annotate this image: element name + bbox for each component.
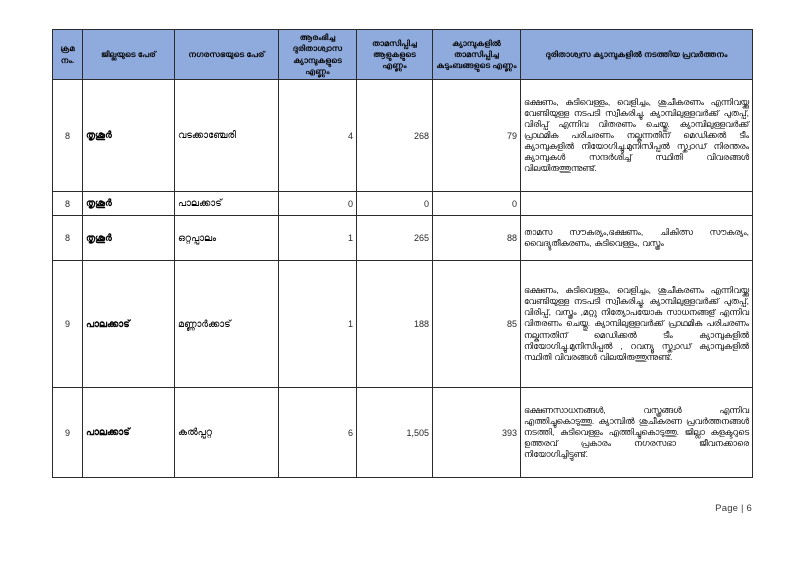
cell-serial-number: 9 — [53, 261, 83, 388]
cell-families-accommodated: 393 — [433, 388, 521, 478]
table-row — [53, 192, 753, 216]
cell-people-accommodated: 265 — [357, 216, 433, 261]
table-row — [53, 388, 753, 478]
cell-municipality-name: വടക്കാഞ്ചേരി — [175, 80, 279, 192]
table-row — [53, 261, 753, 388]
column-header-municipality-name: നഗരസഭയുടെ പേര് — [175, 30, 279, 80]
column-header-families-accommodated: ക്യാമ്പുകളിൽ താമസിപ്പിച്ച കുടുംബങ്ങളുടെ എണ്ണം — [433, 30, 521, 80]
cell-district-name: പാലക്കാട് — [83, 261, 175, 388]
cell-families-accommodated: 85 — [433, 261, 521, 388]
relief-camp-table — [52, 29, 753, 478]
cell-families-accommodated: 88 — [433, 216, 521, 261]
table-body — [53, 80, 753, 478]
cell-activities: ഭക്ഷണം, കുടിവെള്ളം, വെളിച്ചം, ശുചീകരണം എന്നിവയ്ക്കു വേണ്ടിയുള്ള നടപടി സ്വീകരിച്ചു. ക്യാമ്പിലുള്ളവർക്ക് പുതപ്പ്, വിരിപ്പ് എന്നിവ വിതരണം ചെയ്തു. ക്യാമ്പിലുള്ളവർക്ക് പ്രാഥമിക പരിചരണം നല്കുന്നതിന് മെഡിക്കൽ ടീം ക്യാമ്പുകളിൽ നിയോഗിച്ചു.മുനിസിപ്പൽ സ്ക്വാഡ് നിരന്തരം ക്യാമ്പുകൾ സന്ദർശിച്ച് സ്ഥിതി വിവരങ്ങൾ വിലയിരുത്തുന്നുണ്ട്. — [521, 80, 753, 192]
cell-municipality-name: ഒറ്റപ്പാലം — [175, 216, 279, 261]
cell-camps-started: 1 — [279, 216, 357, 261]
cell-activities: ഭക്ഷണസാധനങ്ങൾ, വസ്ത്രങ്ങൾ എന്നിവ എത്തിച്ചുകൊടുത്തു. ക്യാമ്പിൽ ശുചീകരണ പ്രവർത്തനങ്ങൾ നടത്തി, കുടിവെള്ളം എത്തിച്ചുകൊടുത്തു. ജില്ലാ കളക്ടറുടെ ഉത്തരവ് പ്രകാരം നഗരസഭാ ജീവനക്കാരെ നിയോഗിച്ചിട്ടുണ്ട്. — [521, 388, 753, 478]
table-header-row — [53, 30, 753, 80]
page-footer: Page | 6 — [715, 503, 752, 514]
cell-serial-number: 8 — [53, 216, 83, 261]
cell-camps-started: 1 — [279, 261, 357, 388]
cell-serial-number: 8 — [53, 192, 83, 216]
cell-serial-number: 8 — [53, 80, 83, 192]
cell-municipality-name: പാലക്കാട് — [175, 192, 279, 216]
cell-camps-started: 4 — [279, 80, 357, 192]
relief-camp-table-container — [52, 29, 752, 478]
column-header-district-name: ജില്ലയുടെ പേര് — [83, 30, 175, 80]
cell-municipality-name: മണ്ണാർക്കാട് — [175, 261, 279, 388]
table-row — [53, 80, 753, 192]
cell-activities — [521, 192, 753, 216]
cell-people-accommodated: 268 — [357, 80, 433, 192]
cell-serial-number: 9 — [53, 388, 83, 478]
cell-people-accommodated: 188 — [357, 261, 433, 388]
column-header-people-accommodated: താമസിപ്പിച്ച ആളുകളുടെ എണ്ണം — [357, 30, 433, 80]
cell-district-name: തൃശൂർ — [83, 216, 175, 261]
cell-camps-started: 6 — [279, 388, 357, 478]
column-header-activities: ദുരിതാശ്വസ ക്യാമ്പുകളിൽ നടത്തിയ പ്രവർത്തനം — [521, 30, 753, 80]
cell-people-accommodated: 1,505 — [357, 388, 433, 478]
cell-camps-started: 0 — [279, 192, 357, 216]
cell-district-name: തൃശൂർ — [83, 192, 175, 216]
column-header-serial-number: ക്രമ നം. — [53, 30, 83, 80]
column-header-camps-started: ആരംഭിച്ച ദുരിതാശ്വാസ ക്യാമ്പുകളുടെ എണ്ണം — [279, 30, 357, 80]
cell-families-accommodated: 0 — [433, 192, 521, 216]
cell-families-accommodated: 79 — [433, 80, 521, 192]
cell-activities: താമസ സൗകര്യം,ഭക്ഷണം, ചികിത്സ സൗകര്യം, വൈദ്യുതീകരണം, കുടിവെള്ളം, വസ്ത്രം — [521, 216, 753, 261]
cell-district-name: തൃശൂർ — [83, 80, 175, 192]
cell-municipality-name: കൽപ്പറ്റ — [175, 388, 279, 478]
cell-people-accommodated: 0 — [357, 192, 433, 216]
table-header — [53, 30, 753, 80]
cell-district-name: പാലക്കാട് — [83, 388, 175, 478]
table-row — [53, 216, 753, 261]
cell-activities: ഭക്ഷണം, കുടിവെള്ളം, വെളിച്ചം, ശുചീകരണം എന്നിവയ്ക്കു വേണ്ടിയുള്ള നടപടി സ്വീകരിച്ചു. ക്യാമ്പിലുള്ളവർക്ക് പുതപ്പ്, വിരിപ്പ്, വസ്ത്രം ,മറ്റു നിത്യോപയോക സാധനങ്ങള് എന്നിവ വിതരണം ചെയ്തു. ക്യാമ്പിലുള്ളവർക്ക് പ്രാഥമിക പരിചരണം നല്കുന്നതിന് മെഡിക്കൽ ടീം ക്യാമ്പുകളിൽ നിയോഗിച്ചു.മുനിസിപ്പൽ , റവന്യൂ സ്ക്വാഡ് ക്യാമ്പുകളിൽ സ്ഥിതി വിവരങ്ങൾ വിലയിരുത്തുന്നുണ്ട്. — [521, 261, 753, 388]
